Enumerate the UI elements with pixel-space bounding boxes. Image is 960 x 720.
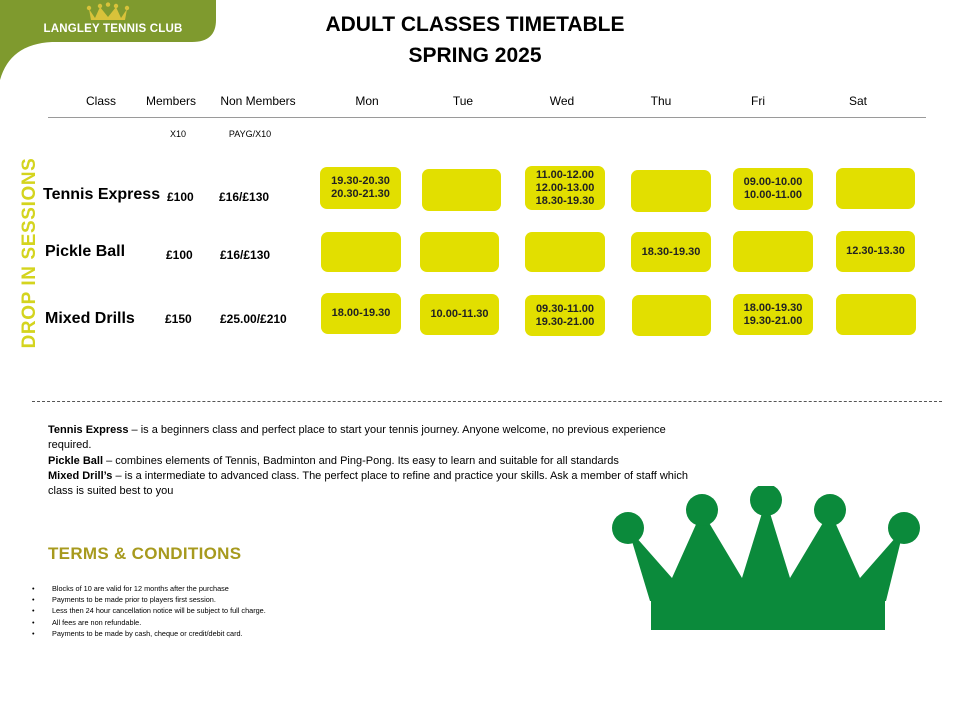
bullet: • [32, 628, 35, 638]
slot-time: 09.00-10.00 [743, 176, 803, 188]
slot-time: 18.00-19.30 [743, 301, 803, 314]
terms-list [32, 583, 266, 639]
header-fri: Fri [751, 94, 765, 108]
members-subheader: X10 [169, 129, 186, 139]
club-name: LANGLEY TENNIS CLUB [43, 23, 183, 35]
header-members: Members [145, 94, 196, 108]
slot-tennis-express-thu [631, 170, 711, 212]
slot-pickle-ball-wed [525, 232, 605, 272]
slot-pickle-ball-thu [631, 232, 711, 272]
description-term: Mixed Drill’s [48, 469, 113, 482]
crown-icon [606, 486, 926, 637]
class-name-tennis-express: Tennis Express [43, 186, 161, 203]
slot-time: 09.30-11.00 [535, 302, 595, 315]
header-class: Class [85, 94, 116, 108]
terms-item [32, 594, 266, 605]
slot-pickle-ball-fri [733, 231, 813, 272]
description-tennis-express [48, 423, 708, 454]
slot-time: 19.30-20.30 [331, 175, 390, 187]
page-title [250, 9, 700, 71]
terms-heading: TERMS & CONDITIONS [48, 544, 242, 563]
class-name-pickle-ball: Pickle Ball [45, 243, 126, 260]
slot-pickle-ball-tue [420, 232, 499, 272]
title-line-1: ADULT CLASSES TIMETABLE [325, 13, 625, 36]
slot-time: 12.30-13.30 [846, 245, 905, 257]
bullet: • [32, 584, 35, 593]
slot-tennis-express-mon [320, 167, 401, 209]
terms-item-text: All fees are non refundable. [52, 617, 142, 627]
slot-time: 18.30-19.30 [641, 245, 701, 258]
terms-item [32, 617, 266, 628]
description-term: Pickle Ball [48, 454, 104, 467]
slot-time: 11.00-12.00 [535, 168, 595, 181]
slot-time: 20.30-21.30 [331, 188, 390, 200]
drop-in-sessions-label: DROP IN SESSIONS [19, 157, 40, 349]
slot-mixed-drills-fri [733, 294, 813, 335]
header-thu: Thu [650, 94, 672, 108]
terms-item-text: Payments to be made by cash, cheque or credit/debit card. [52, 628, 243, 638]
slot-mixed-drills-sat [836, 294, 916, 335]
slot-time: 12.00-13.00 [535, 181, 595, 194]
slot-time: 19.30-21.00 [743, 314, 803, 327]
slot-time: 18.00-19.30 [331, 307, 391, 319]
terms-item [32, 628, 266, 639]
slot-tennis-express-fri [733, 168, 813, 210]
terms-item [32, 605, 266, 616]
slot-mixed-drills-wed [525, 295, 605, 336]
terms-item [32, 583, 266, 594]
members-price: £100 [166, 248, 193, 262]
header-divider [48, 117, 926, 118]
bullet: • [32, 595, 35, 605]
bullet: • [32, 617, 35, 627]
header-tue: Tue [452, 94, 474, 108]
description-pickle-ball [48, 454, 708, 469]
slot-mixed-drills-mon [321, 293, 401, 334]
members-price: £150 [165, 312, 192, 326]
description-text: – is a intermediate to advanced class. The perfect place to refine and practice your skills. Ask a member of staff which class is suited best to you [48, 469, 688, 498]
description-term: Tennis Express [48, 424, 129, 436]
slot-tennis-express-sat [836, 168, 915, 209]
non-members-subheader: PAYG/X10 [228, 129, 272, 139]
slot-mixed-drills-tue [420, 294, 499, 335]
slot-pickle-ball-mon [321, 232, 401, 272]
header-sat: Sat [848, 94, 867, 108]
non-members-price: £25.00/£210 [220, 312, 287, 326]
description-text: – is a beginners class and perfect place to start your tennis journey. Anyone welcome, no previous experience required. [48, 424, 666, 452]
slot-mixed-drills-thu [632, 295, 711, 336]
header-wed: Wed [549, 94, 575, 108]
slot-pickle-ball-sat [836, 231, 915, 272]
header-non-members: Non Members [220, 94, 296, 108]
terms-item-text: Payments to be made prior to players first session. [52, 595, 216, 605]
terms-item-text: Less then 24 hour cancellation notice will be subject to full charge. [52, 606, 266, 616]
class-name-mixed-drills: Mixed Drills [45, 310, 135, 327]
slot-time: 18.30-19.30 [535, 194, 595, 207]
non-members-price: £16/£130 [219, 190, 270, 204]
slot-tennis-express-wed [525, 166, 605, 210]
slot-time: 10.00-11.30 [430, 308, 489, 320]
non-members-price: £16/£130 [220, 248, 271, 262]
slot-time: 10.00-11.00 [743, 189, 803, 201]
slot-time: 19.30-21.00 [535, 315, 595, 328]
section-divider [32, 401, 942, 402]
members-price: £100 [167, 190, 194, 204]
title-line-2: SPRING 2025 [408, 44, 542, 67]
bullet: • [32, 606, 35, 616]
slot-tennis-express-tue [422, 169, 501, 211]
terms-item-text: Blocks of 10 are valid for 12 months after the purchase [52, 584, 229, 593]
header-mon: Mon [355, 94, 379, 108]
description-text: – combines elements of Tennis, Badminton and Ping-Pong. Its easy to learn and suitable for all standards [103, 454, 619, 467]
